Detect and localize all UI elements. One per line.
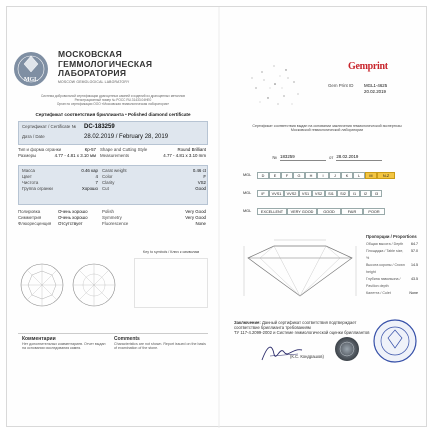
certificate-number: DC-183259 [84, 124, 115, 130]
properties-block [18, 147, 208, 159]
accreditation-text: Система добровольной сертификации драгоценных камней и изделий из драгоценных металлов [41, 94, 185, 98]
property-value-ru: Кр-57 [84, 147, 96, 152]
certificate-id-box [18, 121, 208, 145]
comments-en-label: Comments [114, 336, 140, 342]
color-scale-cell: E [269, 172, 281, 179]
conformity-number-row [244, 154, 410, 161]
gemprint-date: 20.02.2019 [364, 89, 386, 94]
pavilion-view-icon [73, 264, 115, 306]
finish-label-ru: Полировка [18, 209, 41, 214]
finish-label-en: Polish [102, 209, 114, 214]
divider [18, 333, 208, 334]
finish-row [18, 221, 208, 227]
grading-value-ru: 4 [95, 174, 98, 179]
conformity-date-prefix: от [329, 154, 334, 160]
grading-value-en: 0.46 ct [192, 168, 206, 173]
certificate-date: 28.02.2019 / February 28, 2019 [84, 134, 169, 140]
grading-label-en: Color [102, 174, 113, 179]
grading-value-ru: 7 [95, 180, 98, 185]
proportion-row: Глубина павильона / Pavilion depth 43.5 [366, 277, 418, 288]
gemprint-logo: Gemprint [348, 61, 388, 72]
conformity-no-label: № [272, 154, 277, 160]
proportion-row: Калетта / Culet None [366, 291, 418, 295]
grading-row [22, 186, 206, 192]
finish-label-en: Symmetry [102, 215, 122, 220]
cut-scale-cell: FAIR [341, 208, 363, 215]
lab-name-en: MOSCOW GEMOLOGICAL LABORATORY [58, 79, 130, 84]
finish-label-en: Fluorescence [102, 221, 129, 226]
finish-value-ru: Очень хорошо [58, 209, 88, 214]
clarity-scale-cell: VS2 [312, 190, 325, 197]
cut-scale-cell: MGL [243, 209, 252, 213]
signature-icon [258, 340, 308, 366]
conclusion-label: Заключение: [234, 320, 261, 325]
color-scale-cell: F [281, 172, 293, 179]
certificate-number-label: Сертификат / Certificate № [22, 124, 77, 129]
gemprint-id-label: Gem Print ID [328, 83, 354, 88]
color-scale-cell: J [329, 172, 341, 179]
clarity-scale-cell: VVS2 [284, 190, 299, 197]
color-scale-cell: MGL [243, 173, 252, 177]
finish-value-ru: Отсутствует [58, 221, 83, 226]
conformity-date: 28.02.2019 [336, 154, 382, 161]
finish-label-ru: Флюоресценция [18, 221, 52, 226]
accreditation-text-2: Орган по сертификации ООО «Московская геммологическая лаборатория» [56, 102, 170, 106]
property-row [18, 153, 208, 159]
comments-en [114, 336, 208, 350]
color-scale-cell: I [317, 172, 329, 179]
grading-value-en: VS2 [197, 180, 206, 185]
clarity-scale-cell: SI2 [337, 190, 349, 197]
finish-value-en: Very Good [185, 209, 206, 214]
grading-box [18, 165, 208, 205]
gemprint-image-icon [244, 58, 306, 110]
clarity-scale-cell: MGL [243, 191, 252, 195]
property-value-en: Round Brilliant [177, 147, 206, 152]
proportion-row: Общая высота / Depth 64.7 [366, 242, 418, 246]
finish-value-ru: Очень хорошо [58, 215, 88, 220]
date-label: Дата / Date [22, 134, 45, 139]
grading-label-ru: Цвет [22, 174, 32, 179]
color-scale-cell: D [257, 172, 269, 179]
cut-scale-cell: POOR [363, 208, 385, 215]
property-label-ru: Тип и форма огранки [18, 147, 62, 152]
conformity-text: Сертификат соответствия выдан на основании заключения геммологической экспертизы Московской геммологической лаборатории [252, 124, 402, 133]
comments-ru [22, 336, 108, 350]
property-value-en: 4.77 - 4.81 x 3.10 mm [163, 153, 206, 158]
grading-label-en: Carat weight [102, 168, 127, 173]
finish-block [18, 209, 208, 227]
comments-ru-text: Нет дополнительных комментариев. Отчет выдан на основании исследования камня. [22, 342, 106, 351]
grading-label-en: Cut [102, 186, 109, 191]
finish-label-ru: Симметрия [18, 215, 42, 220]
accreditation-block [18, 94, 208, 106]
lab-name-2: ГЕММОЛОГИЧЕСКАЯ [58, 58, 153, 69]
proportions-block [366, 234, 418, 297]
grading-value-ru: Хорошо [81, 186, 98, 191]
color-scale-cell: G [293, 172, 305, 179]
clarity-scale-cell: VVS1 [269, 190, 284, 197]
property-label-en: Measurements [100, 153, 130, 158]
lab-name-3: ЛАБОРАТОРИЯ [58, 68, 127, 78]
grading-value-en: Good [195, 186, 206, 191]
registration-number: Регистрационный номер № РОСС RU.31433.04НЕ0 [74, 98, 152, 102]
lab-header [58, 50, 168, 84]
signer-name: (К.С. Кондрашов) [290, 354, 324, 359]
property-label-en: Shape and Cutting Style [100, 147, 148, 152]
key-to-symbols: Key to symbols / Ключ к символам [142, 250, 200, 254]
clarity-scale [243, 190, 382, 197]
lab-name-1: МОСКОВСКАЯ [58, 49, 123, 59]
color-scale-cell: H [305, 172, 317, 179]
cut-scale [243, 208, 385, 215]
clarity-scale-cell: IF [257, 190, 269, 197]
conclusion-block [234, 320, 374, 336]
gemprint-id-block [328, 83, 418, 95]
color-scale-cell: L [353, 172, 365, 179]
clarity-scale-cell: I1 [349, 190, 360, 197]
mgl-logo-text: MGL [23, 77, 39, 83]
property-value-ru: 4.77 - 4.81 x 3.10 мм [54, 153, 96, 158]
plot-diagram [20, 246, 120, 324]
comments-en-text: Characteristics are not shown. Report issued on the basis of examination of the stone. [114, 342, 206, 351]
property-label-ru: Размеры [18, 153, 37, 158]
finish-value-en: Very Good [185, 215, 206, 220]
conformity-number: 183259 [280, 154, 326, 161]
proportion-diagram-icon [240, 234, 360, 304]
clarity-scale-cell: I3 [371, 190, 382, 197]
clarity-scale-cell: I2 [360, 190, 371, 197]
grading-label-ru: Чистота [22, 180, 39, 185]
cut-scale-cell: EXCELLENT [257, 208, 287, 215]
grading-label-ru: Группа огранки [22, 186, 53, 191]
proportion-row: Площадка / Table size, % 57.0 [366, 249, 418, 260]
color-scale-cell: N-Z [377, 172, 395, 179]
certificate-title: Сертификат соответствия бриллианта • Polished diamond certificate [35, 112, 191, 117]
grading-value-en: F [203, 174, 206, 179]
color-scale [243, 172, 395, 179]
color-scale-cell: M [365, 172, 377, 179]
color-scale-cell: K [341, 172, 353, 179]
proportion-row: Высота короны / Crown height 14.5 [366, 263, 418, 274]
crown-view-icon [21, 264, 63, 306]
gemprint-id: MGL1-4625 [364, 83, 388, 88]
mgl-logo-icon [12, 50, 50, 88]
conclusion-standard: ТУ 117-4.2099-2002 и Системе геммологической оценки бриллиантов [234, 330, 370, 336]
lab-stamp-icon [372, 318, 418, 364]
grading-label-en: Clarity [102, 180, 115, 185]
comments-ru-label: Комментарии [22, 336, 56, 342]
clarity-scale-cell: VS1 [299, 190, 312, 197]
conclusion-text: Данный сертификат соответствия подтверждает соответствие бриллианта требованиям [234, 320, 357, 331]
grading-value-ru: 0.46 кар [81, 168, 98, 173]
proportions-title: Пропорции / Proportions [366, 234, 417, 239]
grading-label-ru: Масса [22, 168, 35, 173]
key-to-symbols-box [134, 258, 208, 308]
cut-scale-cell: VERY GOOD [287, 208, 317, 215]
finish-value-en: None [195, 221, 206, 226]
hologram-icon [334, 336, 360, 362]
clarity-scale-cell: SI1 [325, 190, 337, 197]
cut-scale-cell: GOOD [317, 208, 341, 215]
